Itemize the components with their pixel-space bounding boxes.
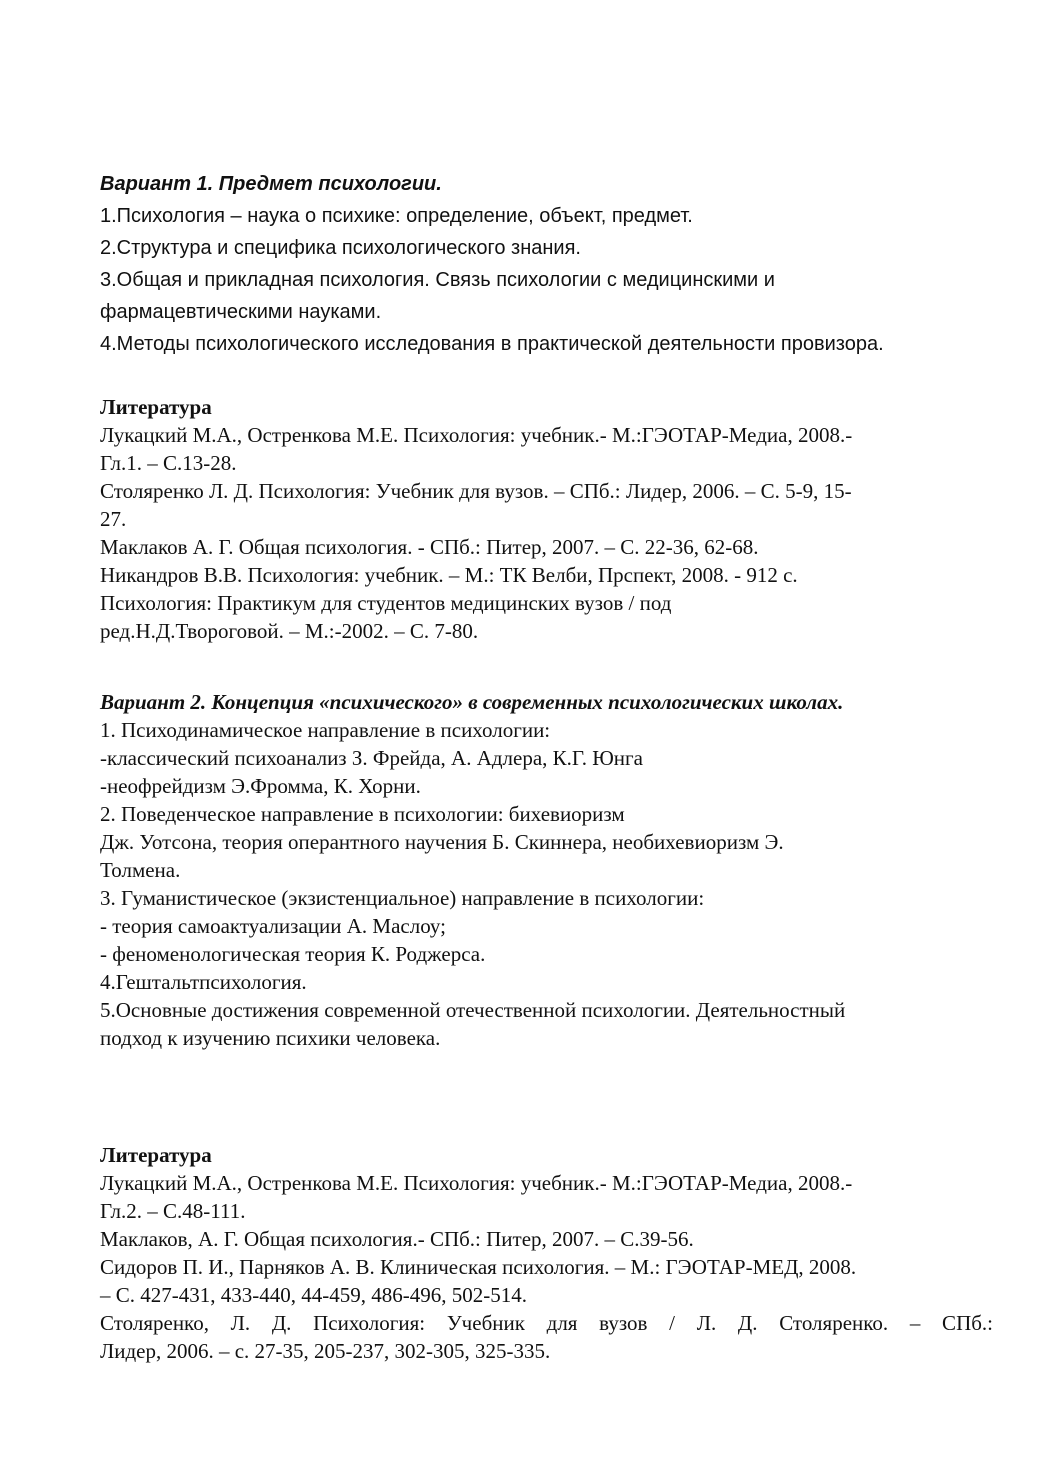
literature-entry: Маклаков, А. Г. Общая психология.- СПб.: Питер, 2007. – С.39-56. <box>100 1227 694 1251</box>
literature-entry: Лидер, 2006. – с. 27-35, 205-237, 302-305, 325-335. <box>100 1339 551 1363</box>
variant2-item: Толмена. <box>100 858 181 882</box>
variant2-item: 1. Психодинамическое направление в психологии: <box>100 718 551 742</box>
literature-entry: Сидоров П. И., Парняков А. В. Клиническая психология. – М.: ГЭОТАР-МЕД, 2008. <box>100 1255 857 1279</box>
literature-entry: – С. 427-431, 433-440, 44-459, 486-496, 502-514. <box>100 1283 527 1307</box>
variant2-item: 3. Гуманистическое (экзистенциальное) направление в психологии: <box>100 886 705 910</box>
variant1-title: Вариант 1. Предмет психологии. <box>100 173 442 195</box>
variant2-item: - феноменологическая теория К. Роджерса. <box>100 942 486 966</box>
variant2-item: - теория самоактуализации А. Маслоу; <box>100 914 446 938</box>
variant2-item: Дж. Уотсона, теория оперантного научения Б. Скиннера, необихевиоризм Э. <box>100 830 784 854</box>
variant1-literature <box>100 393 993 645</box>
literature-entry: ред.Н.Д.Твороговой. – М.:-2002. – С. 7-80. <box>100 619 479 643</box>
variant1-item: 4.Методы психологического исследования в практической деятельности провизора. <box>100 333 884 355</box>
variant2-literature <box>100 1141 993 1365</box>
variant2-item: 2. Поведенческое направление в психологии: бихевиоризм <box>100 802 625 826</box>
literature-entry: 27. <box>100 507 127 531</box>
variant2-item: -неофрейдизм Э.Фромма, К. Хорни. <box>100 774 421 798</box>
variant2-title: Вариант 2. Концепция «психического» в современных психологических школах. <box>100 690 844 714</box>
variant2-item: -классический психоанализ З. Фрейда, А. Адлера, К.Г. Юнга <box>100 746 643 770</box>
literature-entry: Гл.1. – С.13-28. <box>100 451 237 475</box>
literature-entry: Психология: Практикум для студентов медицинских вузов / под <box>100 591 672 615</box>
variant1-item: фармацевтическими науками. <box>100 301 382 323</box>
variant1-item: 1.Психология – наука о психике: определение, объект, предмет. <box>100 205 693 227</box>
literature-entry: Лукацкий М.А., Остренкова М.Е. Психология: учебник.- М.:ГЭОТАР-Медиа, 2008.- <box>100 423 853 447</box>
literature-heading: Литература <box>100 395 212 419</box>
variant1-item: 2.Структура и специфика психологического знания. <box>100 237 581 259</box>
variant2-item: подход к изучению психики человека. <box>100 1026 441 1050</box>
literature-entry: Маклаков А. Г. Общая психология. - СПб.: Питер, 2007. – С. 22-36, 62-68. <box>100 535 759 559</box>
literature-entry: Никандров В.В. Психология: учебник. – М.: ТК Велби, Прспект, 2008. - 912 с. <box>100 563 798 587</box>
variant2-item: 5.Основные достижения современной отечественной психологии. Деятельностный <box>100 998 846 1022</box>
variant2-section <box>100 688 993 1052</box>
literature-entry: Столяренко, Л. Д. Психология: Учебник для вузов / Л. Д. Столяренко. – СПб.: <box>100 1311 993 1335</box>
variant2-item: 4.Гештальтпсихология. <box>100 970 307 994</box>
literature-entry: Столяренко Л. Д. Психология: Учебник для вузов. – СПб.: Лидер, 2006. – С. 5-9, 15- <box>100 479 852 503</box>
literature-heading: Литература <box>100 1143 212 1167</box>
literature-entry: Лукацкий М.А., Остренкова М.Е. Психология: учебник.- М.:ГЭОТАР-Медиа, 2008.- <box>100 1171 853 1195</box>
literature-entry: Гл.2. – С.48-111. <box>100 1199 246 1223</box>
variant1-section <box>100 168 993 360</box>
variant1-item: 3.Общая и прикладная психология. Связь психологии с медицинскими и <box>100 269 775 291</box>
